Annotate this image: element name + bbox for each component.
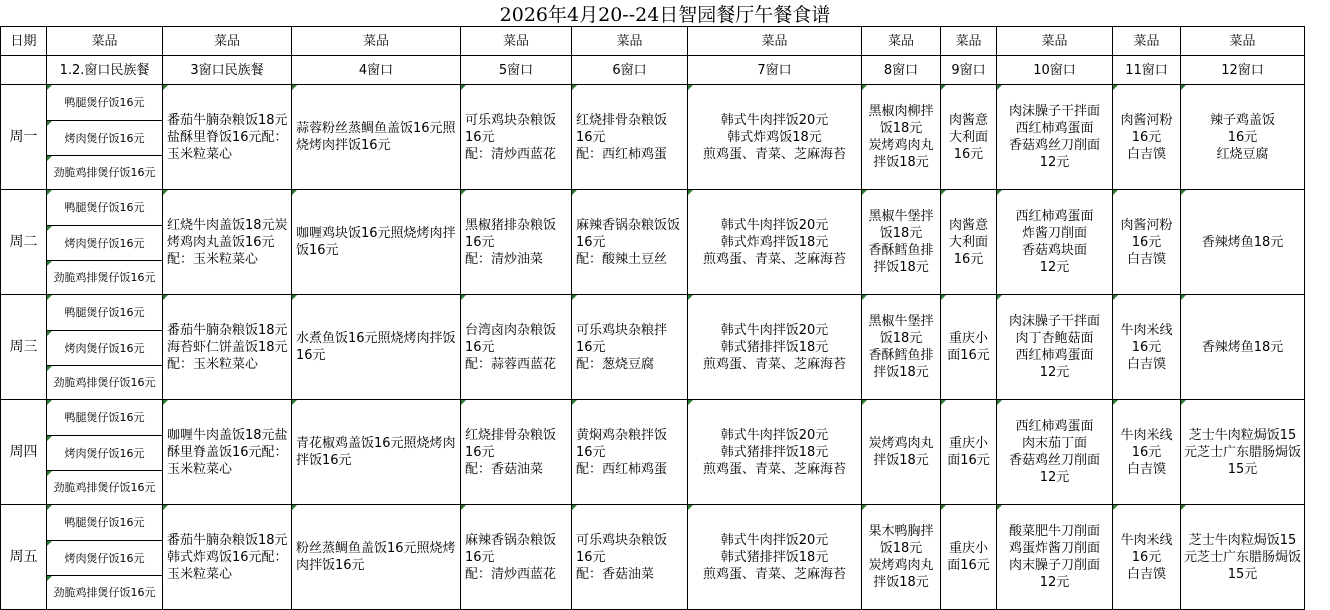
menu-cell-w3: 番茄牛腩杂粮饭18元 海苔虾仁饼盖饭18元配：玉米粒菜心: [163, 295, 292, 400]
window-header: 6窗口: [572, 56, 688, 85]
menu-line: 黑椒猪排杂粮饭: [465, 217, 557, 233]
menu-line: 果木鸭胸拌饭18元: [868, 524, 934, 556]
menu-cell-w4: 蒜蓉粉丝蒸鲷鱼盖饭16元照烧烤肉拌饭16元: [292, 85, 461, 190]
menu-line: 牛肉米线: [1120, 322, 1173, 338]
menu-line: 16元: [1131, 234, 1162, 250]
claypot-dish: 鸭腿煲仔饭16元: [47, 505, 163, 541]
window-header: 12窗口: [1181, 56, 1305, 85]
menu-line: 鸡蛋炸酱刀削面: [1008, 541, 1100, 556]
menu-line: 配：西红柿鸡蛋: [576, 461, 668, 477]
menu-line: 12元: [1039, 470, 1070, 485]
header-row: [1, 27, 1305, 56]
menu-line: 台湾卤肉杂粮饭: [465, 322, 557, 338]
menu-line: 16元: [465, 129, 495, 145]
menu-line: 配：清炒西蓝花: [465, 566, 557, 582]
header-dish: 菜品: [1181, 27, 1305, 56]
menu-line: 韩式牛肉拌饭20元: [720, 112, 829, 128]
menu-line: 配：清炒油菜: [465, 251, 544, 267]
window-header: 9窗口: [941, 56, 997, 85]
menu-line: 麻辣香锅杂粮饭: [465, 532, 557, 548]
header-dish: 菜品: [688, 27, 862, 56]
menu-line: 牛肉米线: [1120, 427, 1173, 443]
menu-line: 可乐鸡块杂粮饭: [465, 112, 557, 128]
menu-line: 肉酱河粉: [1120, 217, 1173, 233]
menu-line: 西红柿鸡蛋面: [1015, 209, 1094, 224]
day-label: 周三: [1, 295, 47, 400]
menu-line: 炭烤鸡肉丸拌饭18元: [868, 558, 934, 590]
menu-cell-w7: [688, 505, 862, 610]
menu-line: 肉酱河粉: [1120, 112, 1173, 128]
menu-cell-w5: [461, 190, 572, 295]
menu-line: 香菇鸡块面: [1021, 243, 1087, 258]
claypot-dish: 烤肉煲仔饭16元: [47, 436, 163, 471]
day-row: [1, 190, 1305, 226]
window-row: [1, 56, 1305, 85]
menu-line: 12元: [1039, 575, 1070, 590]
menu-cell-w11: [1113, 85, 1181, 190]
menu-line: 煎鸡蛋、青菜、芝麻海苔: [702, 146, 846, 162]
menu-line: 西红柿鸡蛋面: [1015, 121, 1094, 136]
menu-line: 韩式牛肉拌饭20元: [720, 322, 829, 338]
menu-line: 肉沫臊子干拌面: [1008, 314, 1100, 329]
menu-cell-w12: [1181, 295, 1305, 400]
menu-cell-w6: [572, 85, 688, 190]
menu-line: 配：香菇油菜: [465, 461, 544, 477]
menu-cell-w10: [997, 85, 1113, 190]
menu-line: 黄焖鸡杂粮拌饭: [576, 427, 668, 443]
menu-line: 白吉馍: [1126, 146, 1166, 162]
menu-line: 肉末茄丁面: [1021, 436, 1087, 451]
menu-line: 16元: [576, 549, 606, 565]
menu-line: 配：香菇油菜: [576, 566, 655, 582]
menu-line: 重庆小面16元: [947, 331, 990, 363]
menu-line: 16元: [465, 549, 495, 565]
menu-line: 香菇鸡丝刀削面: [1008, 138, 1100, 153]
claypot-dish: 劲脆鸡排煲仔饭16元: [47, 576, 163, 610]
menu-line: 肉酱意大利面: [948, 217, 988, 250]
menu-cell-w4: 水煮鱼饭16元照烧烤肉拌饭16元: [292, 295, 461, 400]
day-label: 周二: [1, 190, 47, 295]
header-date: 日期: [1, 27, 47, 56]
menu-line: 配：蒜蓉西蓝花: [465, 356, 557, 372]
header-dish: 菜品: [862, 27, 941, 56]
menu-line: 红烧豆腐: [1216, 146, 1269, 162]
menu-line: 香辣烤鱼18元: [1201, 339, 1284, 355]
menu-line: 肉酱意大利面: [948, 112, 988, 145]
window-header: 5窗口: [461, 56, 572, 85]
claypot-dish: 烤肉煲仔饭16元: [47, 121, 163, 156]
day-row: [1, 295, 1305, 331]
menu-line: 可乐鸡块杂粮饭: [576, 532, 668, 548]
menu-cell-w11: [1113, 505, 1181, 610]
menu-line: 酸菜肥牛刀削面: [1008, 524, 1100, 539]
claypot-dish: 鸭腿煲仔饭16元: [47, 400, 163, 436]
menu-cell-w5: [461, 295, 572, 400]
menu-cell-w3: 番茄牛腩杂粮饭18元 盐酥里脊饭16元配：玉米粒菜心: [163, 85, 292, 190]
menu-cell-w3: 红烧牛肉盖饭18元炭烤鸡肉丸盖饭16元配：玉米粒菜心: [163, 190, 292, 295]
menu-line: 肉末臊子刀削面: [1008, 558, 1100, 573]
menu-line: 12元: [1039, 155, 1070, 170]
menu-line: 16元: [1131, 339, 1162, 355]
menu-cell-w6: [572, 400, 688, 505]
menu-cell-w12: [1181, 400, 1305, 505]
menu-line: 韩式猪排拌饭18元: [720, 549, 829, 565]
window-header: 3窗口民族餐: [163, 56, 292, 85]
menu-line: 煎鸡蛋、青菜、芝麻海苔: [702, 461, 846, 477]
menu-line: 重庆小面16元: [947, 541, 990, 573]
menu-cell-w9: [941, 85, 997, 190]
claypot-dish: 劲脆鸡排煲仔饭16元: [47, 366, 163, 400]
menu-cell-w4: 咖喱鸡块饭16元照烧烤肉拌饭16元: [292, 190, 461, 295]
menu-line: 韩式猪排拌饭18元: [720, 444, 829, 460]
header-dish: 菜品: [292, 27, 461, 56]
menu-cell-w6: [572, 190, 688, 295]
menu-cell-w3: 咖喱牛肉盖饭18元盐酥里脊盖饭16元配：玉米粒菜心: [163, 400, 292, 505]
menu-line: 配：西红柿鸡蛋: [576, 146, 668, 162]
menu-line: 16元: [465, 444, 495, 460]
menu-cell-w10: [997, 295, 1113, 400]
menu-cell-w8: [862, 400, 941, 505]
day-label: 周五: [1, 505, 47, 610]
menu-cell-w10: [997, 400, 1113, 505]
menu-line: 芝士牛肉粒焗饭15元芝士广东腊肠焗饭15元: [1183, 532, 1301, 582]
menu-line: 16元: [1131, 549, 1162, 565]
menu-cell-w12: [1181, 190, 1305, 295]
menu-line: 煎鸡蛋、青菜、芝麻海苔: [702, 356, 846, 372]
menu-line: 香酥鳕鱼排拌饭18元: [868, 348, 934, 380]
menu-line: 韩式猪排拌饭18元: [720, 339, 829, 355]
menu-cell-w5: [461, 505, 572, 610]
menu-line: 16元: [953, 251, 984, 267]
menu-cell-w10: [997, 190, 1113, 295]
menu-line: 红烧排骨杂粮饭: [465, 427, 557, 443]
menu-line: 牛肉米线: [1120, 532, 1173, 548]
menu-cell-w8: [862, 505, 941, 610]
menu-line: 黑椒肉柳拌饭18元: [868, 104, 934, 136]
menu-line: 煎鸡蛋、青菜、芝麻海苔: [702, 251, 846, 267]
menu-cell-w9: [941, 400, 997, 505]
menu-line: 煎鸡蛋、青菜、芝麻海苔: [702, 566, 846, 582]
header-dish: 菜品: [997, 27, 1113, 56]
date-spacer: [1, 56, 47, 85]
menu-line: 重庆小面16元: [947, 436, 990, 468]
menu-line: 16元: [1131, 444, 1162, 460]
menu-line: 16元: [465, 234, 495, 250]
menu-cell-w11: [1113, 400, 1181, 505]
menu-cell-w8: [862, 85, 941, 190]
menu-line: 白吉馍: [1126, 356, 1166, 372]
window-header: 8窗口: [862, 56, 941, 85]
menu-line: 韩式炸鸡拌饭18元: [720, 234, 829, 250]
menu-cell-w8: [862, 190, 941, 295]
claypot-dish: 劲脆鸡排煲仔饭16元: [47, 156, 163, 190]
menu-cell-w4: 粉丝蒸鲷鱼盖饭16元照烧烤肉拌饭16元: [292, 505, 461, 610]
menu-cell-w9: [941, 295, 997, 400]
menu-cell-w7: [688, 400, 862, 505]
menu-line: 芝士牛肉粒焗饭15元芝士广东腊肠焗饭15元: [1183, 427, 1301, 477]
menu-line: 红烧排骨杂粮饭: [576, 112, 668, 128]
menu-cell-w9: [941, 505, 997, 610]
menu-cell-w7: [688, 190, 862, 295]
menu-line: 麻辣香锅杂粮饭饭 16元: [576, 217, 681, 250]
menu-line: 西红柿鸡蛋面: [1015, 419, 1094, 434]
menu-line: 12元: [1039, 365, 1070, 380]
menu-line: 16元: [576, 129, 606, 145]
menu-line: 肉沫臊子干拌面: [1008, 104, 1100, 119]
menu-cell-w3: 番茄牛腩杂粮饭18元 韩式炸鸡饭16元配：玉米粒菜心: [163, 505, 292, 610]
claypot-dish: 劲脆鸡排煲仔饭16元: [47, 261, 163, 295]
menu-cell-w12: [1181, 505, 1305, 610]
day-label: 周四: [1, 400, 47, 505]
window-header: 4窗口: [292, 56, 461, 85]
menu-cell-w7: [688, 295, 862, 400]
menu-line: 黑椒牛堡拌饭18元: [868, 314, 934, 346]
claypot-dish: 鸭腿煲仔饭16元: [47, 190, 163, 226]
menu-line: 韩式炸鸡饭18元: [727, 129, 822, 145]
menu-line: 香菇鸡丝刀削面: [1008, 453, 1100, 468]
menu-cell-w10: [997, 505, 1113, 610]
menu-line: 16元: [576, 339, 606, 355]
menu-line: 韩式牛肉拌饭20元: [720, 532, 829, 548]
window-header: 7窗口: [688, 56, 862, 85]
page-title: 2026年4月20--24日智园餐厅午餐食谱: [499, 4, 831, 26]
claypot-dish: 鸭腿煲仔饭16元: [47, 85, 163, 121]
claypot-dish: 烤肉煲仔饭16元: [47, 331, 163, 366]
header-dish: 菜品: [47, 27, 163, 56]
menu-cell-w8: [862, 295, 941, 400]
claypot-dish: 鸭腿煲仔饭16元: [47, 295, 163, 331]
menu-line: 白吉馍: [1126, 461, 1166, 477]
menu-line: 16元: [1227, 129, 1258, 145]
menu-cell-w5: [461, 85, 572, 190]
day-row: [1, 400, 1305, 436]
menu-line: 12元: [1039, 260, 1070, 275]
menu-cell-w11: [1113, 190, 1181, 295]
menu-cell-w5: [461, 400, 572, 505]
menu-line: 肉丁杏鲍菇面: [1015, 331, 1094, 346]
menu-line: 配：酸辣土豆丝: [576, 251, 668, 267]
header-dish: 菜品: [572, 27, 688, 56]
menu-line: 辣子鸡盖饭: [1209, 112, 1275, 128]
menu-line: 16元: [465, 339, 495, 355]
day-row: [1, 505, 1305, 541]
menu-line: 白吉馍: [1126, 566, 1166, 582]
menu-line: 可乐鸡块杂粮拌: [576, 322, 668, 338]
day-row: [1, 85, 1305, 121]
menu-cell-w12: [1181, 85, 1305, 190]
menu-cell-w9: [941, 190, 997, 295]
menu-line: 16元: [576, 444, 606, 460]
menu-line: 香酥鳕鱼排拌饭18元: [868, 243, 934, 275]
claypot-dish: 烤肉煲仔饭16元: [47, 226, 163, 261]
claypot-dish: 烤肉煲仔饭16元: [47, 541, 163, 576]
window-header: 1.2.窗口民族餐: [47, 56, 163, 85]
menu-line: 炸酱刀削面: [1021, 226, 1087, 241]
menu-cell-w6: [572, 295, 688, 400]
window-header: 11窗口: [1113, 56, 1181, 85]
menu-line: 16元: [953, 146, 984, 162]
day-label: 周一: [1, 85, 47, 190]
header-dish: 菜品: [941, 27, 997, 56]
menu-cell-w6: [572, 505, 688, 610]
menu-line: 配：葱烧豆腐: [576, 356, 655, 372]
menu-line: 香辣烤鱼18元: [1201, 234, 1284, 250]
menu-cell-w11: [1113, 295, 1181, 400]
header-dish: 菜品: [461, 27, 572, 56]
menu-cell-w4: 青花椒鸡盖饭16元照烧烤肉拌饭16元: [292, 400, 461, 505]
window-header: 10窗口: [997, 56, 1113, 85]
menu-line: 16元: [1131, 129, 1162, 145]
header-dish: 菜品: [1113, 27, 1181, 56]
menu-cell-w7: [688, 85, 862, 190]
menu-line: 配：清炒西蓝花: [465, 146, 557, 162]
menu-line: 炭烤鸡肉丸拌饭18元: [868, 436, 934, 468]
menu-line: 黑椒牛堡拌饭18元: [868, 209, 934, 241]
claypot-dish: 劲脆鸡排煲仔饭16元: [47, 471, 163, 505]
header-dish: 菜品: [163, 27, 292, 56]
menu-line: 韩式牛肉拌饭20元: [720, 427, 829, 443]
menu-line: 韩式牛肉拌饭20元: [720, 217, 829, 233]
menu-line: 炭烤鸡肉丸拌饭18元: [868, 138, 934, 170]
menu-line: 白吉馍: [1126, 251, 1166, 267]
menu-line: 西红柿鸡蛋面: [1015, 348, 1094, 363]
menu-table: [0, 26, 1305, 610]
